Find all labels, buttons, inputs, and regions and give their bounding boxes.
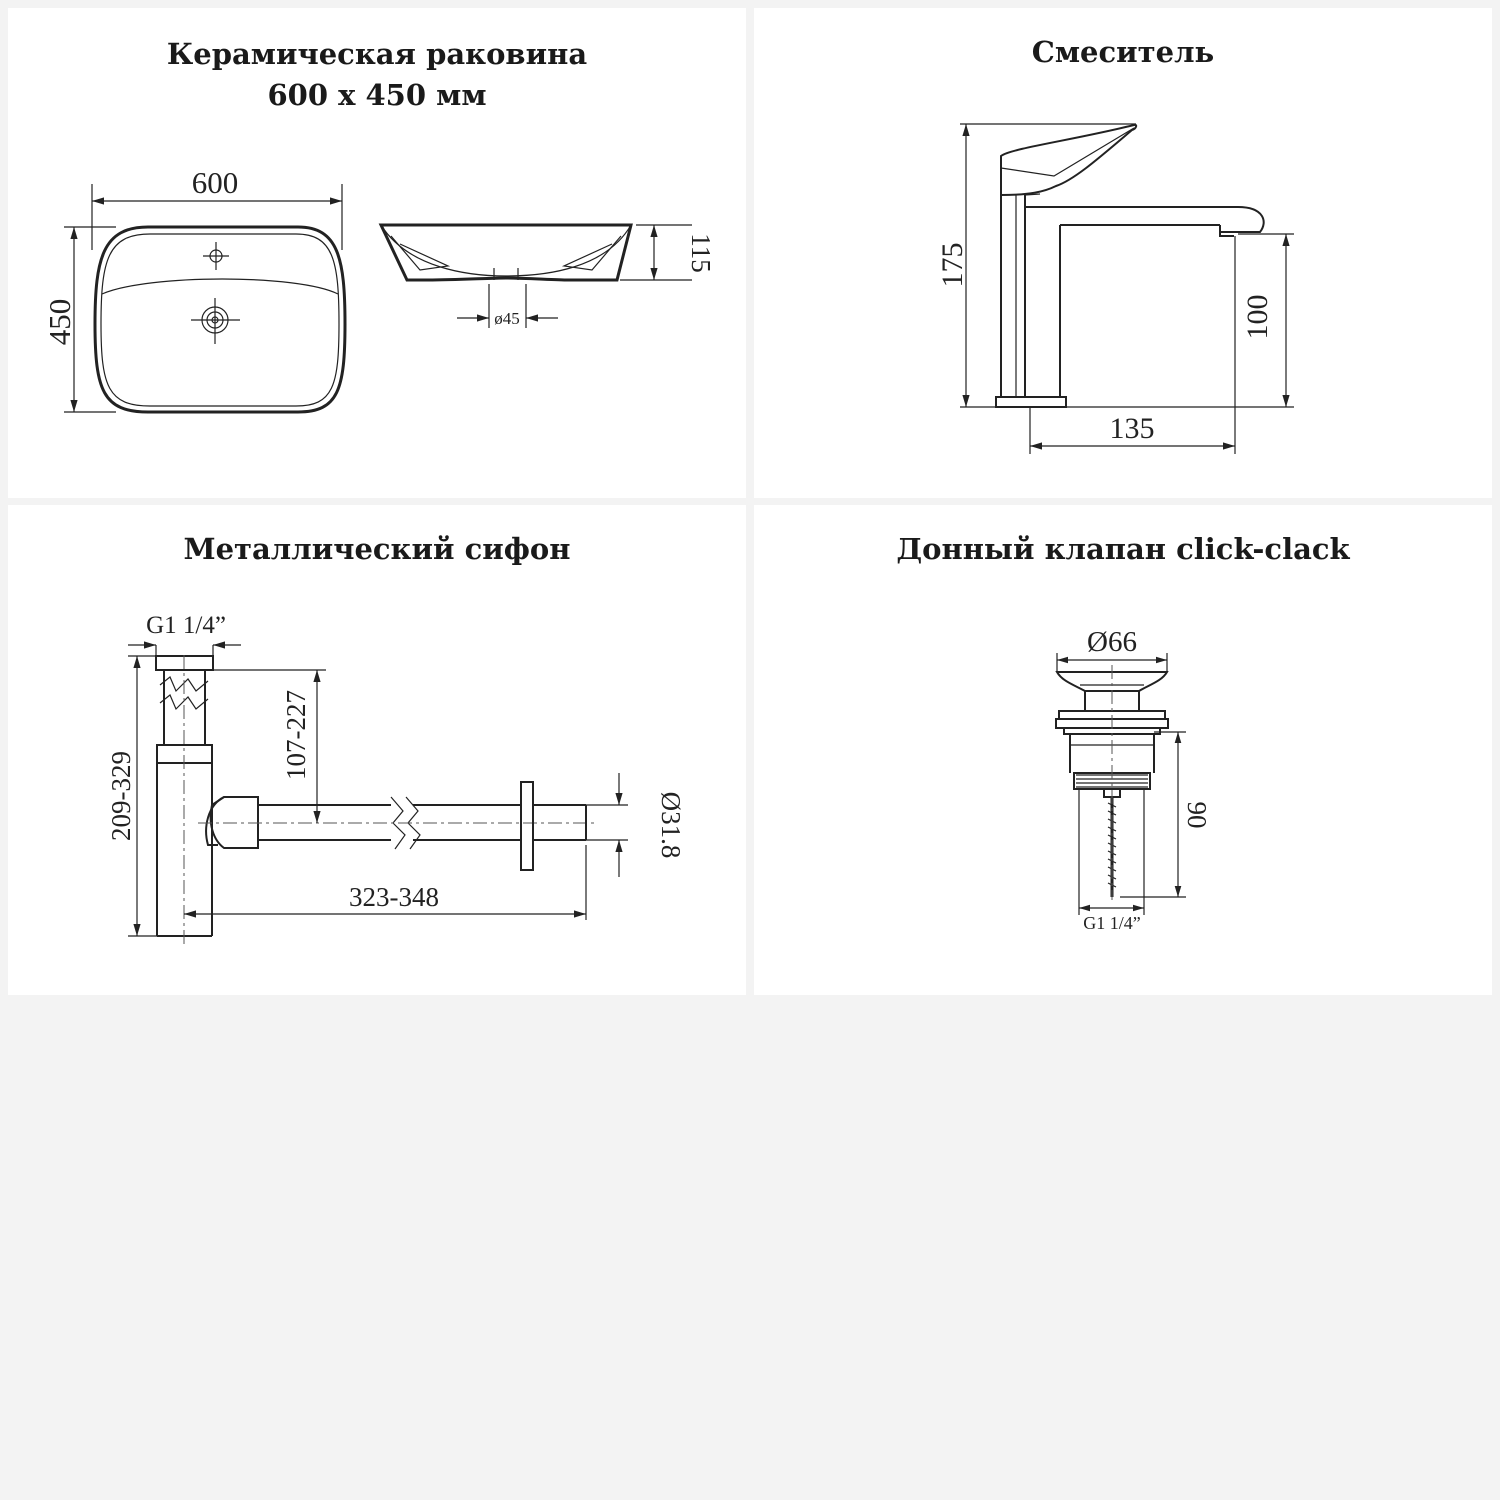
sink-title-line1: Керамическая раковина xyxy=(166,37,588,71)
siphon-thread-dimension xyxy=(128,612,241,656)
sink-height-label: 450 xyxy=(42,298,77,346)
sink-side-view xyxy=(381,225,631,280)
mixer-drawing xyxy=(754,8,1492,498)
sink-drawing xyxy=(8,8,746,498)
valve-thread-label: G1 1/4” xyxy=(1083,913,1141,933)
valve-title: Донный клапан click-clack xyxy=(896,532,1350,566)
valve-diameter-label: Ø66 xyxy=(1087,626,1137,658)
siphon-diameter-dimension xyxy=(586,773,686,877)
siphon-panel xyxy=(8,505,746,995)
sink-top-view xyxy=(95,227,345,412)
valve-outline xyxy=(1056,665,1168,900)
sink-width-label: 600 xyxy=(191,165,239,200)
siphon-height-label: 209-329 xyxy=(106,751,136,841)
mixer-height-label: 175 xyxy=(936,242,969,288)
valve-drawing xyxy=(754,505,1492,995)
siphon-offset-label: 107-227 xyxy=(281,690,311,780)
mixer-panel xyxy=(754,8,1492,498)
siphon-length-dimension xyxy=(184,845,586,920)
sink-height-dimension xyxy=(42,227,116,412)
mixer-spout-dimension xyxy=(1066,234,1294,407)
valve-panel xyxy=(754,505,1492,995)
siphon-diameter-label: Ø31.8 xyxy=(656,791,686,859)
siphon-height-dimension xyxy=(106,656,157,936)
sink-depth-label: 115 xyxy=(686,233,716,273)
mixer-height-dimension xyxy=(936,124,1136,407)
valve-height-dimension xyxy=(1120,732,1212,897)
valve-height-label: 90 xyxy=(1182,801,1212,829)
siphon-thread-label: G1 1/4” xyxy=(146,612,226,639)
mixer-spout-label: 100 xyxy=(1241,294,1274,340)
siphon-length-label: 323-348 xyxy=(349,882,439,912)
sink-drain-label: ø45 xyxy=(494,309,520,328)
sink-panel xyxy=(8,8,746,498)
siphon-title: Металлический сифон xyxy=(183,532,571,566)
mixer-reach-label: 135 xyxy=(1109,412,1155,445)
mixer-title: Смеситель xyxy=(1031,35,1215,69)
sink-drain-dimension xyxy=(457,284,558,328)
mixer-outline xyxy=(996,125,1264,407)
sink-depth-dimension xyxy=(620,225,716,280)
sink-title-line2: 600 х 450 мм xyxy=(267,78,487,112)
siphon-offset-dimension xyxy=(213,670,326,823)
siphon-drawing xyxy=(8,505,746,995)
